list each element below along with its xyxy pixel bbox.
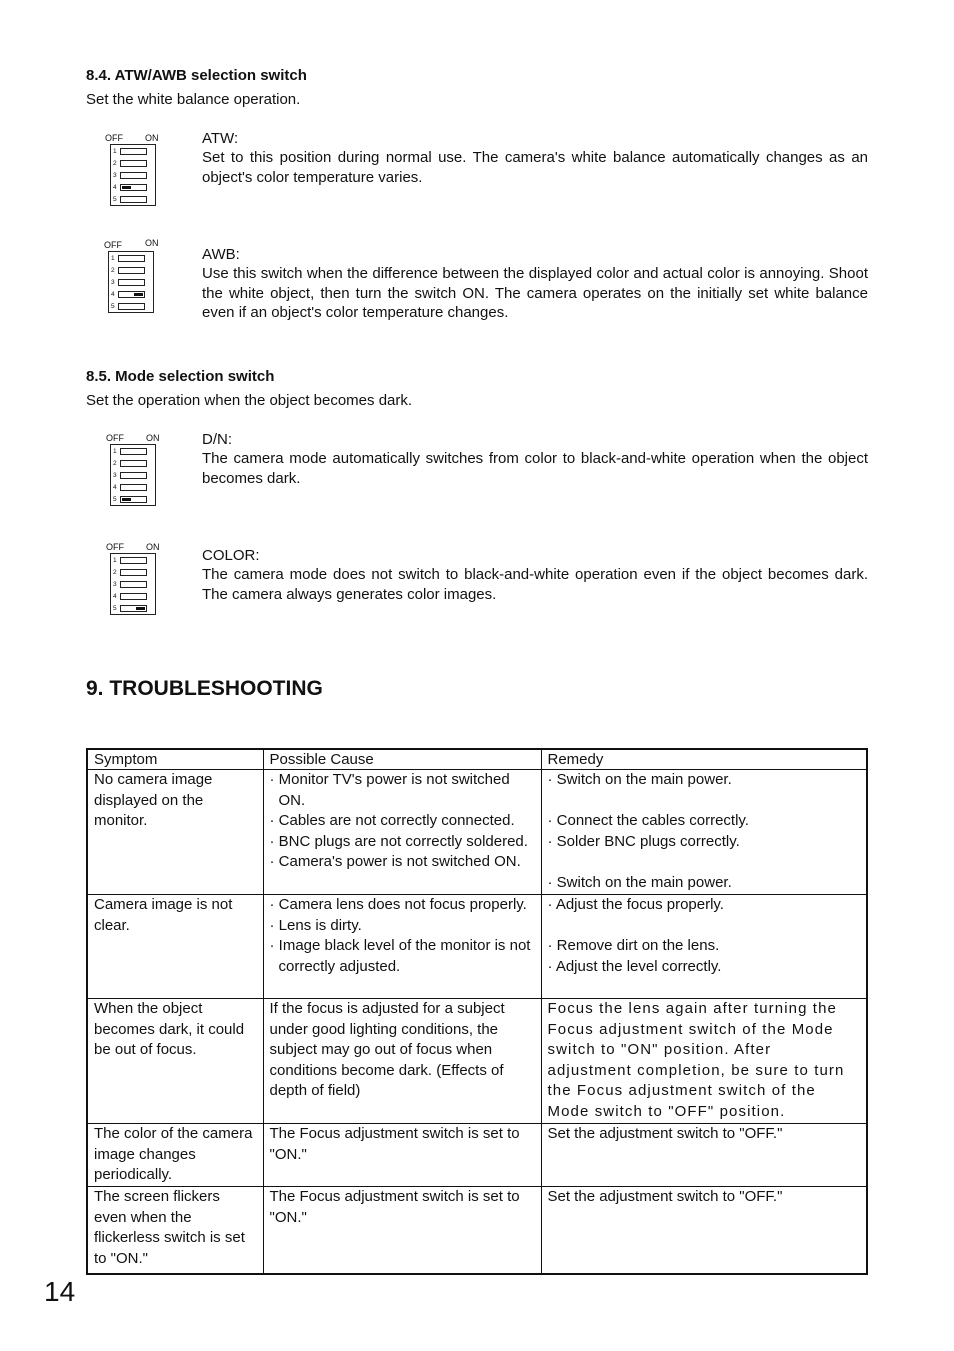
option-title-color: COLOR: (202, 547, 260, 564)
dip-slot (120, 569, 147, 576)
cause-item: · Cables are not correctly connected. (269, 812, 515, 830)
dip-number: 1 (113, 557, 117, 564)
cause-cell (263, 1124, 541, 1187)
symptom-text: Camera image is not clear. (94, 896, 233, 934)
dip-number: 3 (113, 472, 117, 479)
dip-number: 4 (111, 291, 115, 298)
column-header-remedy: Remedy (541, 749, 867, 770)
dip-switch-body (110, 144, 156, 206)
cause-item: · Lens is dirty. (269, 916, 362, 934)
table-row (87, 895, 867, 999)
cause-text: If the focus is adjusted for a subject under good lighting conditions, the subject may go out of focus when conditions become dark. (Effects of depth of field) (269, 1000, 505, 1100)
remedy-cell (541, 895, 867, 999)
dip-number: 5 (113, 496, 117, 503)
dip-slot (118, 279, 145, 286)
dip-off-label: OFF (105, 133, 123, 143)
dip-off-label: OFF (106, 542, 124, 552)
option-desc-color: The camera mode does not switch to black-and-white operation even if the object becomes dark. The camera always generates color images. (202, 566, 868, 603)
dip-slot (118, 267, 145, 274)
remedy-item: · Solder BNC plugs correctly. (547, 832, 740, 850)
dip-number: 5 (113, 605, 117, 612)
dip-number: 1 (111, 255, 115, 262)
dip-number: 3 (113, 581, 117, 588)
dip-switch-body (108, 251, 154, 313)
table-header-row (87, 749, 867, 770)
dip-number: 4 (113, 484, 117, 491)
dip-slot (120, 496, 147, 503)
section-title-troubleshooting: 9. TROUBLESHOOTING (86, 677, 323, 700)
dip-number: 1 (113, 148, 117, 155)
dip-off-label: OFF (104, 240, 122, 250)
dip-number: 2 (113, 460, 117, 467)
symptom-text: The color of the camera image changes periodically. (94, 1125, 253, 1184)
cause-item: · Monitor TV's power is not switched ON. (269, 771, 510, 809)
remedy-item: · Connect the cables correctly. (547, 812, 749, 830)
troubleshooting-table (86, 748, 868, 1275)
dip-knob (122, 498, 131, 501)
remedy-cell (541, 1124, 867, 1187)
dip-slot (120, 184, 147, 191)
dip-switch-body (110, 553, 156, 615)
table-row (87, 1187, 867, 1274)
dip-number: 2 (113, 569, 117, 576)
symptom-text: The screen flickers even when the flickerless switch is set to "ON." (94, 1188, 245, 1267)
dip-slot (118, 303, 145, 310)
option-title-dn: D/N: (202, 431, 232, 448)
table-row (87, 999, 867, 1124)
section-intro-mode: Set the operation when the object becomes dark. (86, 392, 413, 409)
dip-slot (120, 557, 147, 564)
cause-item: · Image black level of the monitor is not correctly adjusted. (269, 937, 531, 975)
cause-cell (263, 895, 541, 999)
dip-slot (120, 593, 147, 600)
remedy-item: · Switch on the main power. (547, 873, 732, 891)
remedy-text: Set the adjustment switch to "OFF." (547, 1188, 783, 1205)
symptom-cell (87, 1124, 263, 1187)
remedy-cell (541, 999, 867, 1124)
dip-on-label: ON (145, 238, 159, 248)
dip-slot (118, 291, 145, 298)
cause-item: · BNC plugs are not correctly soldered. (269, 832, 528, 850)
dip-slot (120, 196, 147, 203)
dip-knob (136, 607, 145, 610)
remedy-item: · Adjust the focus properly. (547, 896, 724, 913)
dip-number: 5 (113, 196, 117, 203)
cause-item: · Camera's power is not switched ON. (269, 853, 521, 871)
column-header-cause: Possible Cause (263, 749, 541, 770)
remedy-item: · Adjust the level correctly. (547, 957, 722, 975)
section-heading-mode: 8.5. Mode selection switch (86, 368, 275, 385)
remedy-text: Focus the lens again after turning the Focus adjustment switch of the Mode switch to "ON" position. After adjustment completion, be sure to turn the Focus adjustment switch of the Mode switch to "OFF" position. (547, 1000, 845, 1120)
dip-slot (120, 172, 147, 179)
dip-number: 2 (111, 267, 115, 274)
remedy-item: · Remove dirt on the lens. (547, 937, 720, 955)
symptom-cell (87, 895, 263, 999)
dip-switch-body (110, 444, 156, 506)
dip-knob (134, 293, 143, 296)
dip-number: 5 (111, 303, 115, 310)
dip-on-label: ON (146, 433, 160, 443)
remedy-item: · Switch on the main power. (547, 771, 732, 788)
dip-slot (120, 605, 147, 612)
dip-slot (120, 448, 147, 455)
option-desc-awb: Use this switch when the difference between the displayed color and actual color is annoying. Shoot the white object, then turn the switch ON. The camera operates on the initially set white balance even if an object's color temperature changes. (202, 265, 868, 321)
symptom-text: When the object becomes dark, it could be out of focus. (94, 1000, 245, 1059)
section-intro-atw-awb: Set the white balance operation. (86, 91, 301, 108)
dip-on-label: ON (146, 542, 160, 552)
dip-slot (120, 472, 147, 479)
dip-slot (120, 581, 147, 588)
symptom-text: No camera image displayed on the monitor. (94, 771, 213, 830)
dip-slot (120, 148, 147, 155)
dip-knob (122, 186, 131, 189)
option-desc-atw: Set to this position during normal use. The camera's white balance automatically changes as an object's color temperature varies. (202, 149, 868, 186)
dip-number: 1 (113, 448, 117, 455)
option-title-awb: AWB: (202, 246, 240, 263)
symptom-cell (87, 770, 263, 895)
remedy-cell (541, 1187, 867, 1274)
cause-cell (263, 1187, 541, 1274)
page-number: 14 (44, 1276, 76, 1307)
dip-number: 3 (113, 172, 117, 179)
dip-slot (120, 160, 147, 167)
remedy-text: Set the adjustment switch to "OFF." (547, 1125, 783, 1142)
option-desc-dn: The camera mode automatically switches from color to black-and-white operation when the object becomes dark. (202, 450, 868, 487)
cause-cell (263, 770, 541, 895)
column-header-symptom: Symptom (87, 749, 263, 770)
symptom-cell (87, 1187, 263, 1274)
table-row (87, 770, 867, 895)
dip-on-label: ON (145, 133, 159, 143)
dip-slot (120, 484, 147, 491)
dip-number: 2 (113, 160, 117, 167)
cause-cell (263, 999, 541, 1124)
dip-slot (120, 460, 147, 467)
option-title-atw: ATW: (202, 130, 239, 147)
section-heading-atw-awb: 8.4. ATW/AWB selection switch (86, 67, 307, 84)
dip-number: 4 (113, 593, 117, 600)
cause-text: The Focus adjustment switch is set to "ON." (269, 1125, 520, 1163)
symptom-cell (87, 999, 263, 1124)
remedy-cell (541, 770, 867, 895)
dip-slot (118, 255, 145, 262)
dip-number: 3 (111, 279, 115, 286)
table-row (87, 1124, 867, 1187)
dip-off-label: OFF (106, 433, 124, 443)
cause-text: The Focus adjustment switch is set to "ON." (269, 1188, 520, 1226)
cause-item: · Camera lens does not focus properly. (269, 896, 527, 913)
dip-number: 4 (113, 184, 117, 191)
